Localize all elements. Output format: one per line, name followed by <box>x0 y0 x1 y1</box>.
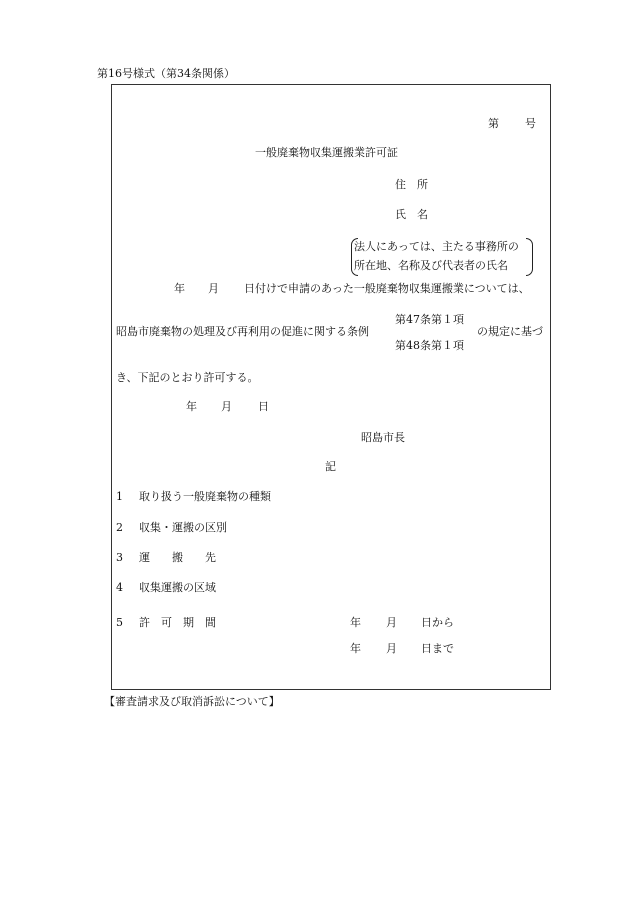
item-number: 2 <box>116 521 123 534</box>
mayor-title: 昭島市長 <box>361 431 405 444</box>
item-destination: 運 搬 先 <box>139 551 216 564</box>
date-day: 日 <box>258 400 269 413</box>
name-label: 氏 名 <box>395 208 428 221</box>
number-dai: 第 <box>488 117 499 130</box>
period-from-year: 年 <box>350 616 361 629</box>
date-year: 年 <box>186 400 197 413</box>
item-waste-type: 取り扱う一般廃棄物の種類 <box>139 490 271 503</box>
corp-note-line2: 所在地、名称及び代表者の氏名 <box>354 259 508 272</box>
item-number: 1 <box>116 490 123 503</box>
appeal-heading: 【審査請求及び取消訴訟について】 <box>104 695 280 708</box>
permit-text: き、下記のとおり許可する。 <box>116 371 259 384</box>
corp-note-line1: 法人にあっては、主たる事務所の <box>354 240 519 253</box>
form-number: 第16号様式（第34条関係） <box>97 67 235 80</box>
period-to-year: 年 <box>350 642 361 655</box>
item-number: 4 <box>116 581 123 594</box>
article-47: 第47条第１項 <box>395 313 464 326</box>
right-paren <box>526 238 533 276</box>
application-text: 日付けで申請のあった一般廃棄物収集運搬業については、 <box>244 282 530 295</box>
ki-heading: 記 <box>325 460 336 473</box>
ordinance-suffix: の規定に基づ <box>477 325 543 338</box>
date-month: 月 <box>221 400 232 413</box>
app-month: 月 <box>208 282 219 295</box>
period-from-month: 月 <box>386 616 397 629</box>
number-go: 号 <box>525 117 536 130</box>
item-period: 許 可 期 間 <box>139 616 216 629</box>
ordinance-text: 昭島市廃棄物の処理及び再利用の促進に関する条例 <box>116 325 369 338</box>
period-to-day: 日まで <box>421 642 454 655</box>
app-year: 年 <box>174 282 185 295</box>
item-collection-type: 収集・運搬の区別 <box>139 521 227 534</box>
item-number: 5 <box>116 616 123 629</box>
period-from-day: 日から <box>421 616 454 629</box>
document-title: 一般廃棄物収集運搬業許可証 <box>255 146 398 159</box>
item-area: 収集運搬の区域 <box>139 581 216 594</box>
permit-frame <box>111 84 551 690</box>
item-number: 3 <box>116 551 123 564</box>
address-label: 住 所 <box>395 178 428 191</box>
article-48: 第48条第１項 <box>395 339 464 352</box>
period-to-month: 月 <box>386 642 397 655</box>
